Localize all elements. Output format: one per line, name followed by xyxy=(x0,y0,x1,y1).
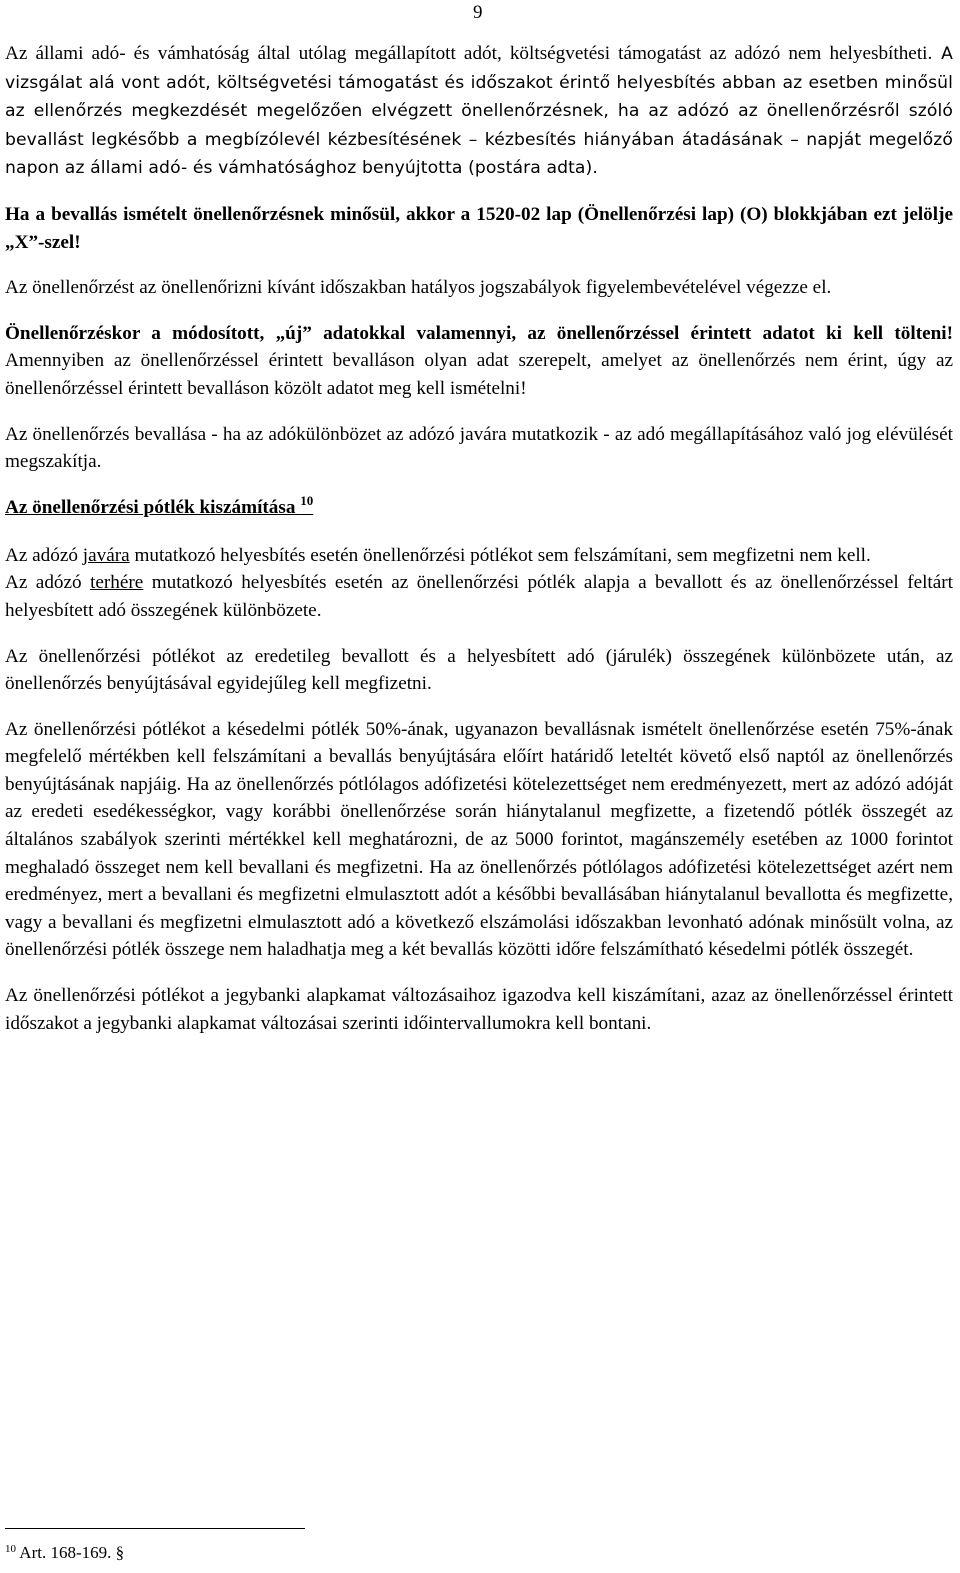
paragraph-text: Az adózó xyxy=(5,572,91,594)
footnote xyxy=(5,1541,124,1565)
paragraph-text: mutatkozó helyesbítés esetén önellenőrzési pótlékot sem felszámítani, sem megfizetni nem kell. xyxy=(129,544,871,566)
footnote-reference: 10 xyxy=(300,492,314,508)
paragraph-text-sans: A vizsgálat alá vont adót, költségvetési támogatást és időszakot érintő helyesbítés abban az esetben minősül az ellenőrzés megkezdését megelőzően elvégzett önellenőrzésnek, ha az adózó az önellenőrzésről szóló bevallást legkésőbb a megbízólevél kézbesítésének – kézbesítés hiányában átadásának – napját megelőző napon az állami adó- és vámhatósághoz benyújtotta (postára adta). xyxy=(5,44,953,179)
paragraph-surcharge-rate: Az önellenőrzési pótlékot a késedelmi pótlék 50%-ának, ugyanazon bevallásnak ismételt önellenőrzése esetén 75%-ának megfelelő mértékben kell felszámítani a bevallás benyújtására előírt határidő leteltét követő első naptól az önellenőrzés benyújtásának napjáig. Ha az önellenőrzés pótlólagos adófizetési kötelezettséget nem eredményezett, mert az adózó adóját az eredeti esedékességkor, vagy korábbi önellenőrzése során hiánytalanul megfizette, a fizetendő pótlék összegét az általános szabályok szerinti mértékkel kell meghatározni, de az 5000 forintot, magánszemély esetében az 1000 forintot meghaladó összeget nem kell bevallani és megfizetni. Ha az önellenőrzés pótlólagos adófizetési kötelezettséget azért nem eredményez, mert a bevallani és megfizetni elmulasztott adót a későbbi bevallásában hiánytalanul bevallotta és megfizette, vagy a bevallani és megfizetni elmulasztott adó a következő elszámolási időszakban levonható adónak minősült volna, az önellenőrzési pótlék összege nem haladhatja meg a két bevallás közötti időre felszámítható késedelmi pótlék összegét. xyxy=(5,718,953,961)
document-body xyxy=(5,40,953,1055)
paragraph-in-favor-of-taxpayer xyxy=(5,542,953,570)
paragraph-text: Az adózó xyxy=(5,544,83,566)
underlined-term: terhére xyxy=(90,572,144,594)
paragraph-surcharge-payment: Az önellenőrzési pótlékot az eredetileg bevallott és a helyesbített adó (járulék) összegének különbözete után, az önellenőrzés benyújtásával egyidejűleg kell megfizetni. xyxy=(5,645,953,695)
paragraph-text: Az állami adó- és vámhatóság által utólag megállapított adót, költségvetési támogatást az adózó nem helyesbítheti. xyxy=(5,43,933,64)
paragraph-base-rate-intervals: Az önellenőrzési pótlékot a jegybanki alapkamat változásaihoz igazodva kell kiszámítani, azaz az önellenőrzéssel érintett időszakot a jegybanki alapkamat változásai szerinti időintervallumokra kell bontani. xyxy=(5,985,953,1034)
footnote-number: 10 xyxy=(5,1543,16,1555)
underlined-term: javára xyxy=(82,544,130,566)
section-heading xyxy=(5,494,953,522)
paragraph-repeated-self-revision-note: Ha a bevallás ismételt önellenőrzésnek minősül, akkor a 1520-02 lap (Önellenőrzési lap) (O) blokkjában ezt jelölje „X”-szel! xyxy=(5,203,953,253)
paragraph-limitation-interruption: Az önellenőrzés bevallása - ha az adókülönbözet az adózó javára mutatkozik - az adó megállapításához való jog elévülését megszakítja. xyxy=(5,423,953,473)
paragraph-fill-all-data xyxy=(5,320,953,403)
footnote-text: Art. 168-169. § xyxy=(16,1543,125,1562)
paragraph-text: mutatkozó helyesbítés esetén az önellenőrzési pótlék alapja a bevallott és az önellenőrzéssel feltárt helyesbített adó összegének különbözete. xyxy=(5,572,954,621)
paragraph-bold-text: Önellenőrzéskor a módosított, „új” adatokkal valamennyi, az önellenőrzéssel érintett adatot ki kell tölteni! xyxy=(5,322,953,344)
paragraph-to-taxpayer-detriment xyxy=(5,569,953,624)
paragraph-text: Amennyiben az önellenőrzéssel érintett bevalláson olyan adat szerepelt, amelyet az önellenőrzés nem érint, úgy az önellenőrzéssel érintett bevalláson közölt adatot meg kell ismételni! xyxy=(5,350,953,399)
page-number: 9 xyxy=(473,2,483,23)
paragraph-adjustment-rules xyxy=(5,40,953,183)
footnote-divider xyxy=(5,1528,305,1529)
heading-text: Az önellenőrzési pótlék kiszámítása xyxy=(5,496,301,518)
paragraph-applicable-law: Az önellenőrzést az önellenőrizni kívánt időszakban hatályos jogszabályok figyelembevételével végezze el. xyxy=(5,277,832,299)
